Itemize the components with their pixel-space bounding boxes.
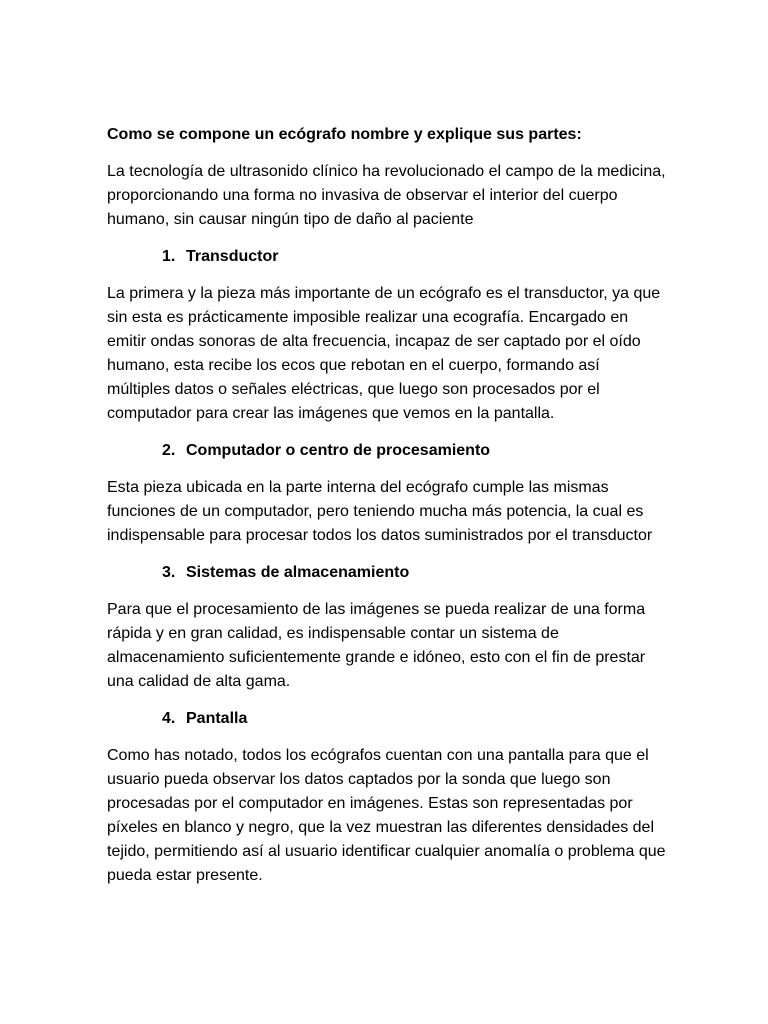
intro-paragraph: La tecnología de ultrasonido clínico ha revolucionado el campo de la medicina, proporcionando una forma no invasiva de observar el interior del cuerpo humano, sin causar ningún tipo de daño al paciente [107,163,666,228]
section-heading-pantalla [107,707,667,731]
section-number: 3. [162,564,176,581]
section-body-computador: Esta pieza ubicada en la parte interna del ecógrafo cumple las mismas funciones de un computador, pero teniendo mucha más potencia, la cual es indispensable para procesar todos los datos suministrados por el transductor [107,479,653,544]
section-heading-label: Transductor [186,248,279,265]
section-heading-label: Computador o centro de procesamiento [186,442,491,459]
section-body-transductor: La primera y la pieza más importante de un ecógrafo es el transductor, ya que sin esta es prácticamente imposible realizar una ecografía. Encargado en emitir ondas sonoras de alta frecuencia, incapaz de ser captado por el oído humano, esta recibe los ecos que rebotan en el cuerpo, formando así múltiples datos o señales eléctricas, que luego son procesados por el computador para crear las imágenes que vemos en la pantalla. [107,285,661,422]
section-heading-label: Pantalla [186,710,248,727]
section-body-almacenamiento: Para que el procesamiento de las imágenes se pueda realizar de una forma rápida y en gran calidad, es indispensable contar un sistema de almacenamiento suficientemente grande e idóneo, esto con el fin de prestar una calidad de alta gama. [107,601,646,690]
document-title: Como se compone un ecógrafo nombre y explique sus partes: [107,126,582,143]
section-number: 2. [162,442,176,459]
section-body-pantalla: Como has notado, todos los ecógrafos cuentan con una pantalla para que el usuario pueda observar los datos captados por la sonda que luego son procesadas por el computador en imágenes. Estas son representadas por píxeles en blanco y negro, que la vez muestran las diferentes densidades del tejido, permitiendo así al usuario identificar cualquier anomalía o problema que pueda estar presente. [107,747,666,884]
section-number: 4. [162,710,176,727]
section-heading-label: Sistemas de almacenamiento [186,564,410,581]
section-heading-transductor [107,245,667,269]
section-heading-almacenamiento [107,561,667,585]
section-heading-computador [107,439,667,463]
document-page [107,123,667,901]
section-number: 1. [162,248,176,265]
